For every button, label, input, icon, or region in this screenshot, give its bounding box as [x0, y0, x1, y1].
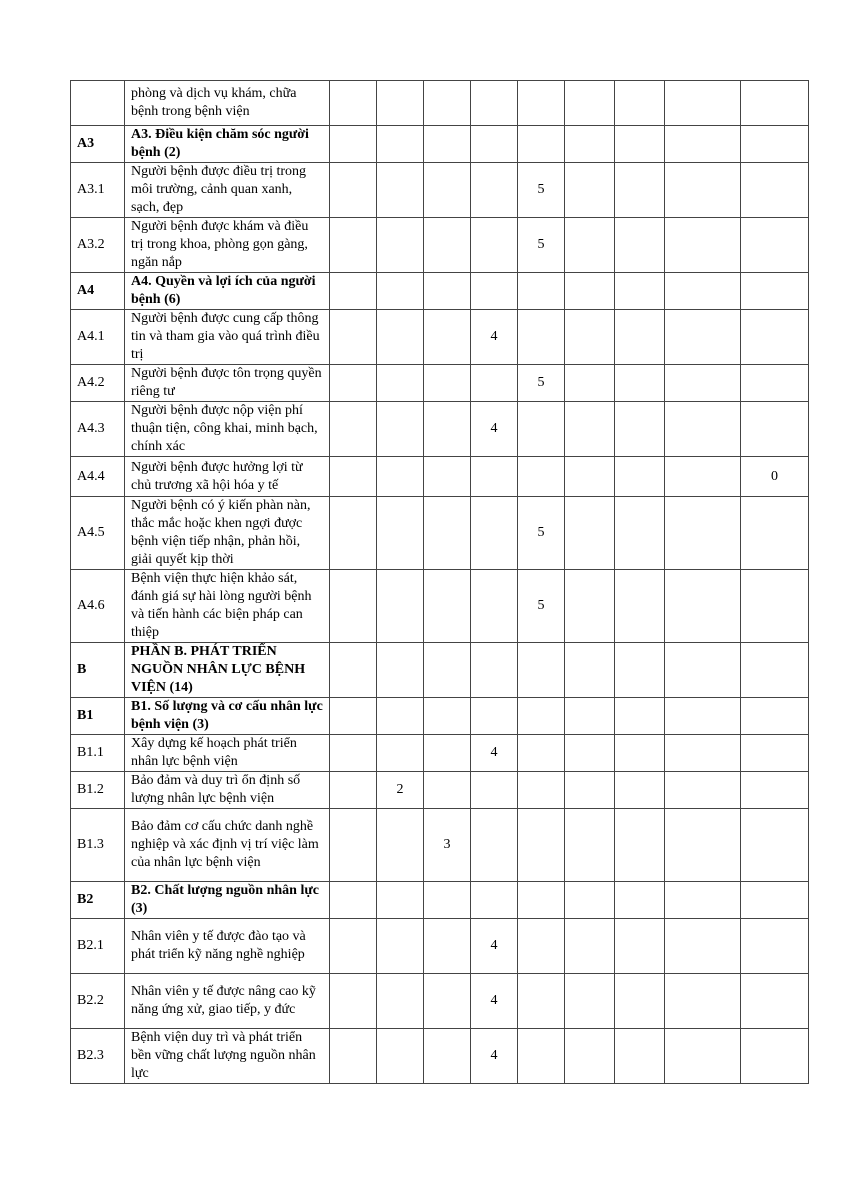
score-cell-empty — [741, 81, 809, 126]
score-cell-empty — [377, 919, 424, 974]
score-cell-empty — [518, 273, 565, 310]
criterion-code: A4.6 — [71, 570, 125, 643]
score-cell-empty — [741, 163, 809, 218]
score-cell-empty — [615, 570, 665, 643]
table-row — [71, 974, 809, 1029]
score-cell-empty — [615, 643, 665, 698]
score-cell-empty — [518, 81, 565, 126]
score-cell-empty — [471, 698, 518, 735]
score-cell-empty — [424, 698, 471, 735]
score-cell-empty — [741, 126, 809, 163]
section-row — [71, 643, 809, 698]
criterion-code: A4 — [71, 273, 125, 310]
score-cell-empty — [330, 273, 377, 310]
criterion-code — [71, 81, 125, 126]
score-cell-empty — [565, 570, 615, 643]
score-cell-empty — [615, 163, 665, 218]
criterion-description: B1. Số lượng và cơ cấu nhân lực bệnh viện (3) — [125, 698, 330, 735]
score-cell-empty — [665, 919, 741, 974]
criterion-code: B1.1 — [71, 735, 125, 772]
score-cell-empty — [565, 497, 615, 570]
score-cell-empty — [518, 882, 565, 919]
criterion-description: Người bệnh được cung cấp thông tin và tham gia vào quá trình điều trị — [125, 310, 330, 365]
score-cell-empty — [471, 497, 518, 570]
score-value: 5 — [518, 365, 565, 402]
criterion-code: A3.2 — [71, 218, 125, 273]
score-cell-empty — [518, 698, 565, 735]
score-cell-empty — [565, 81, 615, 126]
score-cell-empty — [471, 273, 518, 310]
score-cell-empty — [330, 570, 377, 643]
score-value: 0 — [741, 457, 809, 497]
score-cell-empty — [741, 365, 809, 402]
score-cell-empty — [741, 570, 809, 643]
score-cell-empty — [518, 126, 565, 163]
score-cell-empty — [377, 974, 424, 1029]
score-cell-empty — [615, 735, 665, 772]
score-cell-empty — [377, 218, 424, 273]
score-cell-empty — [615, 809, 665, 882]
score-cell-empty — [615, 81, 665, 126]
score-cell-empty — [665, 81, 741, 126]
score-cell-empty — [565, 310, 615, 365]
score-cell-empty — [741, 809, 809, 882]
score-cell-empty — [615, 273, 665, 310]
table-row — [71, 570, 809, 643]
criterion-code: A4.3 — [71, 402, 125, 457]
table-row — [71, 365, 809, 402]
table-row — [71, 497, 809, 570]
score-cell-empty — [330, 772, 377, 809]
score-cell-empty — [741, 310, 809, 365]
score-cell-empty — [615, 218, 665, 273]
score-cell-empty — [615, 919, 665, 974]
criterion-description: Người bệnh được khám và điều trị trong khoa, phòng gọn gàng, ngăn nắp — [125, 218, 330, 273]
score-cell-empty — [424, 218, 471, 273]
score-cell-empty — [518, 974, 565, 1029]
section-row — [71, 273, 809, 310]
score-cell-empty — [424, 365, 471, 402]
score-cell-empty — [565, 809, 615, 882]
criterion-description: Bảo đảm và duy trì ổn định số lượng nhân lực bệnh viện — [125, 772, 330, 809]
score-cell-empty — [665, 772, 741, 809]
score-cell-empty — [518, 772, 565, 809]
score-cell-empty — [665, 643, 741, 698]
score-cell-empty — [665, 735, 741, 772]
criterion-code: A3 — [71, 126, 125, 163]
score-cell-empty — [330, 81, 377, 126]
score-cell-empty — [741, 497, 809, 570]
score-cell-empty — [424, 163, 471, 218]
score-cell-empty — [665, 809, 741, 882]
score-cell-empty — [330, 310, 377, 365]
score-cell-empty — [665, 310, 741, 365]
score-cell-empty — [615, 772, 665, 809]
score-cell-empty — [471, 772, 518, 809]
score-cell-empty — [330, 1029, 377, 1084]
score-cell-empty — [565, 273, 615, 310]
score-cell-empty — [424, 497, 471, 570]
score-cell-empty — [377, 497, 424, 570]
criterion-description: Bảo đảm cơ cấu chức danh nghề nghiệp và xác định vị trí việc làm của nhân lực bệnh viện — [125, 809, 330, 882]
table-row — [71, 919, 809, 974]
criterion-description: Xây dựng kế hoạch phát triển nhân lực bệnh viện — [125, 735, 330, 772]
criterion-code: B1 — [71, 698, 125, 735]
score-cell-empty — [615, 698, 665, 735]
criterion-description: Người bệnh có ý kiến phàn nàn, thắc mắc hoặc khen ngợi được bệnh viện tiếp nhận, phản hồi, giải quyết kịp thời — [125, 497, 330, 570]
score-cell-empty — [424, 570, 471, 643]
score-cell-empty — [565, 457, 615, 497]
score-cell-empty — [741, 882, 809, 919]
score-cell-empty — [471, 570, 518, 643]
table-row — [71, 457, 809, 497]
criterion-code: B1.3 — [71, 809, 125, 882]
criteria-score-table — [70, 80, 809, 1084]
criterion-description: Bệnh viện duy trì và phát triển bền vững chất lượng nguồn nhân lực — [125, 1029, 330, 1084]
table-body — [71, 81, 809, 1084]
score-cell-empty — [377, 81, 424, 126]
criterion-code: B1.2 — [71, 772, 125, 809]
score-cell-empty — [565, 698, 615, 735]
score-cell-empty — [330, 735, 377, 772]
score-cell-empty — [471, 218, 518, 273]
score-cell-empty — [665, 365, 741, 402]
score-cell-empty — [565, 1029, 615, 1084]
score-cell-empty — [330, 457, 377, 497]
score-cell-empty — [741, 402, 809, 457]
score-value: 5 — [518, 218, 565, 273]
score-cell-empty — [424, 126, 471, 163]
score-cell-empty — [518, 457, 565, 497]
score-cell-empty — [741, 1029, 809, 1084]
section-row — [71, 882, 809, 919]
score-cell-empty — [330, 643, 377, 698]
score-value: 5 — [518, 497, 565, 570]
score-cell-empty — [330, 365, 377, 402]
table-row — [71, 402, 809, 457]
criterion-code: B2 — [71, 882, 125, 919]
score-cell-empty — [471, 457, 518, 497]
score-cell-empty — [518, 919, 565, 974]
criterion-description: Người bệnh được điều trị trong môi trường, cảnh quan xanh, sạch, đẹp — [125, 163, 330, 218]
section-row — [71, 126, 809, 163]
score-cell-empty — [665, 402, 741, 457]
criterion-description: PHẦN B. PHÁT TRIỂN NGUỒN NHÂN LỰC BỆNH VIỆN (14) — [125, 643, 330, 698]
criterion-description: phòng và dịch vụ khám, chữa bệnh trong bệnh viện — [125, 81, 330, 126]
score-cell-empty — [377, 310, 424, 365]
score-cell-empty — [377, 163, 424, 218]
criterion-description: Người bệnh được tôn trọng quyền riêng tư — [125, 365, 330, 402]
section-row — [71, 698, 809, 735]
score-cell-empty — [330, 809, 377, 882]
score-cell-empty — [615, 402, 665, 457]
criterion-description: Bệnh viện thực hiện khảo sát, đánh giá sự hài lòng người bệnh và tiến hành các biện pháp can thiệp — [125, 570, 330, 643]
score-value: 4 — [471, 1029, 518, 1084]
score-cell-empty — [665, 273, 741, 310]
score-cell-empty — [424, 1029, 471, 1084]
score-cell-empty — [471, 882, 518, 919]
score-cell-empty — [330, 497, 377, 570]
table-row — [71, 81, 809, 126]
score-cell-empty — [615, 457, 665, 497]
score-cell-empty — [518, 809, 565, 882]
score-value: 4 — [471, 310, 518, 365]
table-row — [71, 772, 809, 809]
score-cell-empty — [665, 974, 741, 1029]
score-cell-empty — [615, 365, 665, 402]
criterion-code: A4.5 — [71, 497, 125, 570]
score-cell-empty — [741, 273, 809, 310]
criterion-description: Người bệnh được nộp viện phí thuận tiện, công khai, minh bạch, chính xác — [125, 402, 330, 457]
score-cell-empty — [741, 698, 809, 735]
score-cell-empty — [565, 772, 615, 809]
score-cell-empty — [665, 882, 741, 919]
score-cell-empty — [377, 882, 424, 919]
score-cell-empty — [424, 457, 471, 497]
score-cell-empty — [565, 643, 615, 698]
score-cell-empty — [424, 81, 471, 126]
table-row — [71, 218, 809, 273]
criterion-code: B2.2 — [71, 974, 125, 1029]
score-cell-empty — [330, 126, 377, 163]
score-cell-empty — [330, 882, 377, 919]
score-cell-empty — [665, 698, 741, 735]
criterion-description: A4. Quyền và lợi ích của người bệnh (6) — [125, 273, 330, 310]
criterion-code: A4.1 — [71, 310, 125, 365]
score-cell-empty — [741, 772, 809, 809]
score-cell-empty — [565, 163, 615, 218]
score-cell-empty — [518, 643, 565, 698]
score-cell-empty — [471, 81, 518, 126]
score-value: 5 — [518, 163, 565, 218]
score-cell-empty — [615, 974, 665, 1029]
score-cell-empty — [424, 919, 471, 974]
score-cell-empty — [665, 1029, 741, 1084]
criterion-description: Nhân viên y tế được nâng cao kỹ năng ứng xử, giao tiếp, y đức — [125, 974, 330, 1029]
score-cell-empty — [424, 310, 471, 365]
criterion-description: B2. Chất lượng nguồn nhân lực (3) — [125, 882, 330, 919]
score-cell-empty — [330, 218, 377, 273]
criterion-code: B — [71, 643, 125, 698]
table-row — [71, 310, 809, 365]
score-cell-empty — [424, 273, 471, 310]
score-cell-empty — [330, 698, 377, 735]
score-value: 4 — [471, 974, 518, 1029]
score-cell-empty — [565, 402, 615, 457]
score-cell-empty — [471, 163, 518, 218]
score-cell-empty — [330, 402, 377, 457]
criterion-description: Người bệnh được hưởng lợi từ chủ trương xã hội hóa y tế — [125, 457, 330, 497]
criterion-code: B2.3 — [71, 1029, 125, 1084]
criterion-code: A3.1 — [71, 163, 125, 218]
score-cell-empty — [424, 772, 471, 809]
score-value: 5 — [518, 570, 565, 643]
score-cell-empty — [741, 218, 809, 273]
score-cell-empty — [471, 643, 518, 698]
criterion-code: A4.4 — [71, 457, 125, 497]
score-cell-empty — [565, 218, 615, 273]
criterion-code: B2.1 — [71, 919, 125, 974]
score-cell-empty — [377, 570, 424, 643]
score-cell-empty — [377, 809, 424, 882]
score-cell-empty — [330, 974, 377, 1029]
score-value: 4 — [471, 735, 518, 772]
score-cell-empty — [615, 310, 665, 365]
table-row — [71, 809, 809, 882]
score-cell-empty — [377, 402, 424, 457]
score-cell-empty — [741, 919, 809, 974]
score-cell-empty — [565, 974, 615, 1029]
score-cell-empty — [377, 735, 424, 772]
score-cell-empty — [377, 457, 424, 497]
score-cell-empty — [741, 735, 809, 772]
score-value: 4 — [471, 919, 518, 974]
score-cell-empty — [741, 643, 809, 698]
score-cell-empty — [665, 570, 741, 643]
score-cell-empty — [424, 402, 471, 457]
score-cell-empty — [615, 497, 665, 570]
score-cell-empty — [665, 457, 741, 497]
score-cell-empty — [471, 365, 518, 402]
table-row — [71, 1029, 809, 1084]
score-cell-empty — [615, 882, 665, 919]
score-cell-empty — [424, 643, 471, 698]
score-cell-empty — [565, 365, 615, 402]
score-value: 4 — [471, 402, 518, 457]
criterion-description: A3. Điều kiện chăm sóc người bệnh (2) — [125, 126, 330, 163]
score-cell-empty — [565, 919, 615, 974]
score-cell-empty — [565, 882, 615, 919]
score-cell-empty — [665, 497, 741, 570]
criterion-description: Nhân viên y tế được đào tạo và phát triển kỹ năng nghề nghiệp — [125, 919, 330, 974]
score-cell-empty — [330, 163, 377, 218]
score-cell-empty — [471, 809, 518, 882]
score-cell-empty — [377, 698, 424, 735]
score-cell-empty — [518, 735, 565, 772]
score-cell-empty — [565, 126, 615, 163]
criterion-code: A4.2 — [71, 365, 125, 402]
score-cell-empty — [424, 735, 471, 772]
score-cell-empty — [665, 163, 741, 218]
score-cell-empty — [665, 218, 741, 273]
score-cell-empty — [330, 919, 377, 974]
score-value: 3 — [424, 809, 471, 882]
score-cell-empty — [615, 126, 665, 163]
score-cell-empty — [741, 974, 809, 1029]
score-cell-empty — [424, 974, 471, 1029]
score-cell-empty — [615, 1029, 665, 1084]
table-row — [71, 163, 809, 218]
score-cell-empty — [665, 126, 741, 163]
score-value: 2 — [377, 772, 424, 809]
score-cell-empty — [377, 365, 424, 402]
score-cell-empty — [424, 882, 471, 919]
score-cell-empty — [377, 643, 424, 698]
table-row — [71, 735, 809, 772]
score-cell-empty — [377, 1029, 424, 1084]
score-cell-empty — [518, 1029, 565, 1084]
score-cell-empty — [518, 310, 565, 365]
score-cell-empty — [377, 273, 424, 310]
score-cell-empty — [565, 735, 615, 772]
score-cell-empty — [471, 126, 518, 163]
score-cell-empty — [518, 402, 565, 457]
score-cell-empty — [377, 126, 424, 163]
